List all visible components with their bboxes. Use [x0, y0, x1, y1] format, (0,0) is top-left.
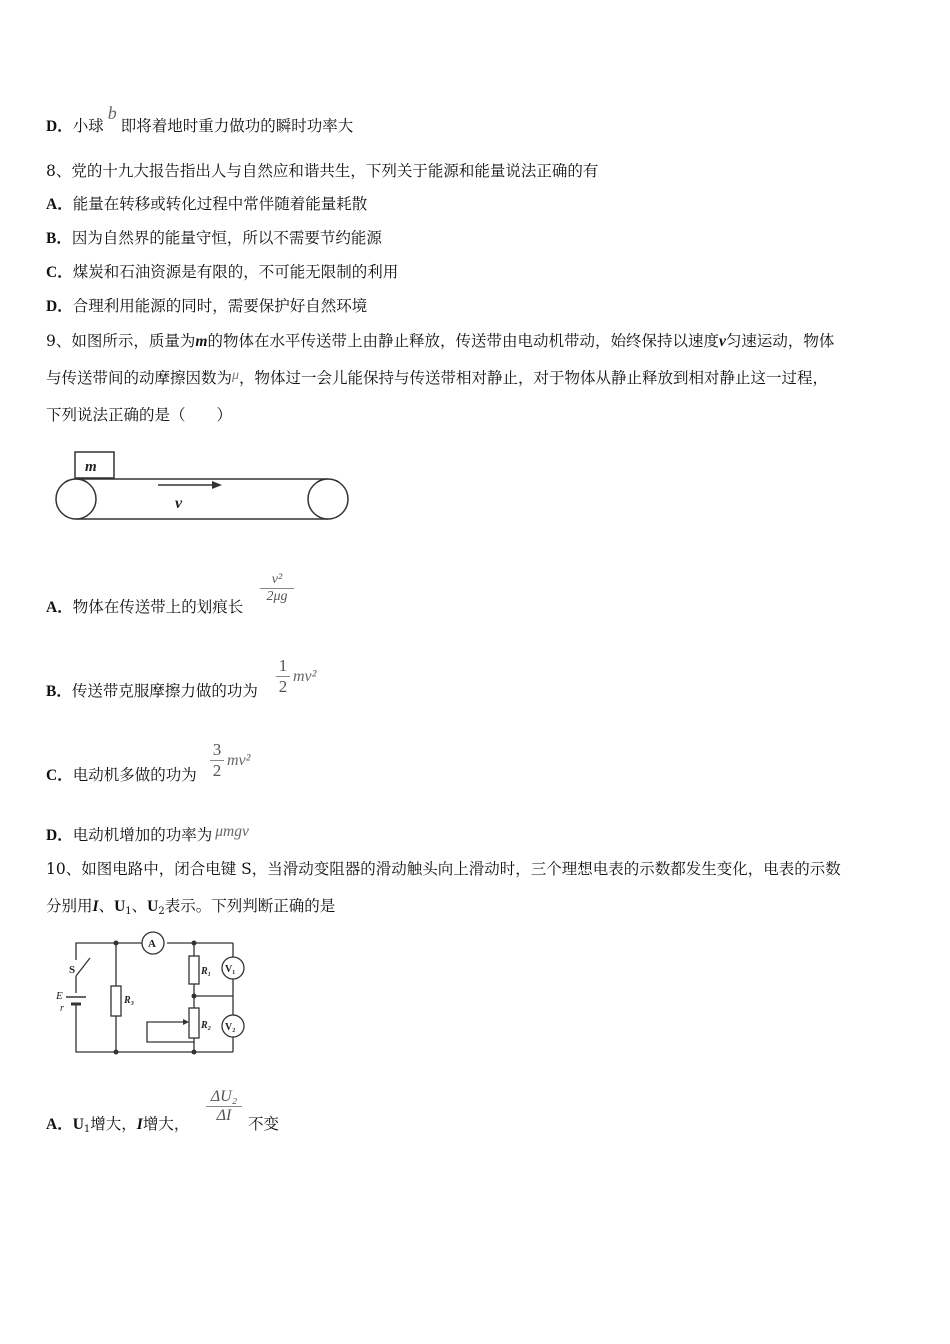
q9-stem-line1: 9、如图所示，质量为m的物体在水平传送带上由静止释放，传送带由电动机带动，始终保持以速度v匀速运动，物体: [46, 332, 835, 350]
velocity-arrow-head: [212, 481, 222, 489]
q9-a-fraction: v² 2μg: [260, 572, 294, 605]
rheostat-slider-wire: [147, 1022, 194, 1042]
q9-c-fraction: 3 2: [210, 740, 224, 781]
q8-option-c: C．煤炭和石油资源是有限的，不可能无限制的利用: [46, 263, 399, 281]
var-b: b: [107, 103, 117, 123]
r2-label: R₂: [201, 1020, 212, 1031]
velocity-label: v: [175, 495, 183, 512]
q9-stem-line2: 与传送带间的动摩擦因数为μ，物体过一会儿能保持与传送带相对静止，对于物体从静止释放到相对静止这一过程，: [46, 368, 829, 387]
switch-label: S: [69, 964, 76, 976]
wire-left-top: [76, 943, 153, 960]
q7-option-d: D．小球b即将着地时重力做功的瞬时功率大: [46, 103, 354, 135]
wire-left-bottom: [76, 1012, 236, 1052]
emf-label: E: [56, 990, 63, 1002]
q10-option-a: A．$U_1$增大，I增大，: [46, 1115, 190, 1135]
r1-label: R₁: [201, 966, 212, 977]
ammeter-label: A: [148, 938, 156, 950]
node-r3-bottom: [114, 1050, 119, 1055]
q9-option-b: B．传送带克服摩擦力做的功为: [46, 682, 258, 700]
resistor-r1: [189, 956, 199, 984]
q9-stem-line3: 下列说法正确的是（ ）: [46, 406, 233, 424]
node-r1-top: [192, 941, 197, 946]
conveyor-belt-figure: [50, 446, 355, 526]
q8-option-d: D．合理利用能源的同时，需要保护好自然环境: [46, 297, 368, 315]
q9-c-tail: mv²: [227, 752, 251, 769]
right-pulley: [308, 479, 348, 519]
r3-label: R₃: [124, 995, 135, 1006]
q9-option-a: A．物体在传送带上的划痕长: [46, 598, 244, 616]
q8-stem: 8、党的十九大报告指出人与自然应和谐共生，下列关于能源和能量说法正确的有: [46, 162, 599, 180]
q9-b-tail: mv²: [293, 668, 317, 685]
q10-stem-line1: 10、如图电路中，闭合电键 S，当滑动变阻器的滑动触头向上滑动时，三个理想电表的示数都发生变化，电表的示数: [46, 860, 841, 878]
node-r2-bottom: [192, 1050, 197, 1055]
resistor-r2: [189, 1008, 199, 1038]
rheostat-slider-arrow: [183, 1019, 189, 1025]
q8-option-b: B．因为自然界的能量守恒，所以不需要节约能源: [46, 229, 382, 247]
q8-option-a: A．能量在转移或转化过程中常伴随着能量耗散: [46, 195, 368, 213]
v2-label: V₂: [225, 1022, 236, 1033]
mass-block-label: m: [85, 459, 97, 475]
resistor-r3: [111, 986, 121, 1016]
q10-a-tail: 不变: [248, 1115, 280, 1133]
q10-stem-line2: 分别用I、$U_1$、$U_2$表示。下列判断正确的是: [46, 897, 336, 917]
node-r3-top: [114, 941, 119, 946]
q9-option-d: D．电动机增加的功率为 μmgv: [46, 823, 249, 844]
v1-label: V₁: [225, 964, 236, 975]
q9-option-c: C．电动机多做的功为: [46, 766, 197, 784]
switch-blade: [76, 958, 90, 976]
circuit-figure: [50, 930, 250, 1060]
q10-a-fraction: ΔU₂ ΔI: [206, 1088, 242, 1125]
left-pulley: [56, 479, 96, 519]
internal-r-label: r: [60, 1003, 64, 1014]
q9-b-fraction: 1 2: [276, 656, 290, 697]
